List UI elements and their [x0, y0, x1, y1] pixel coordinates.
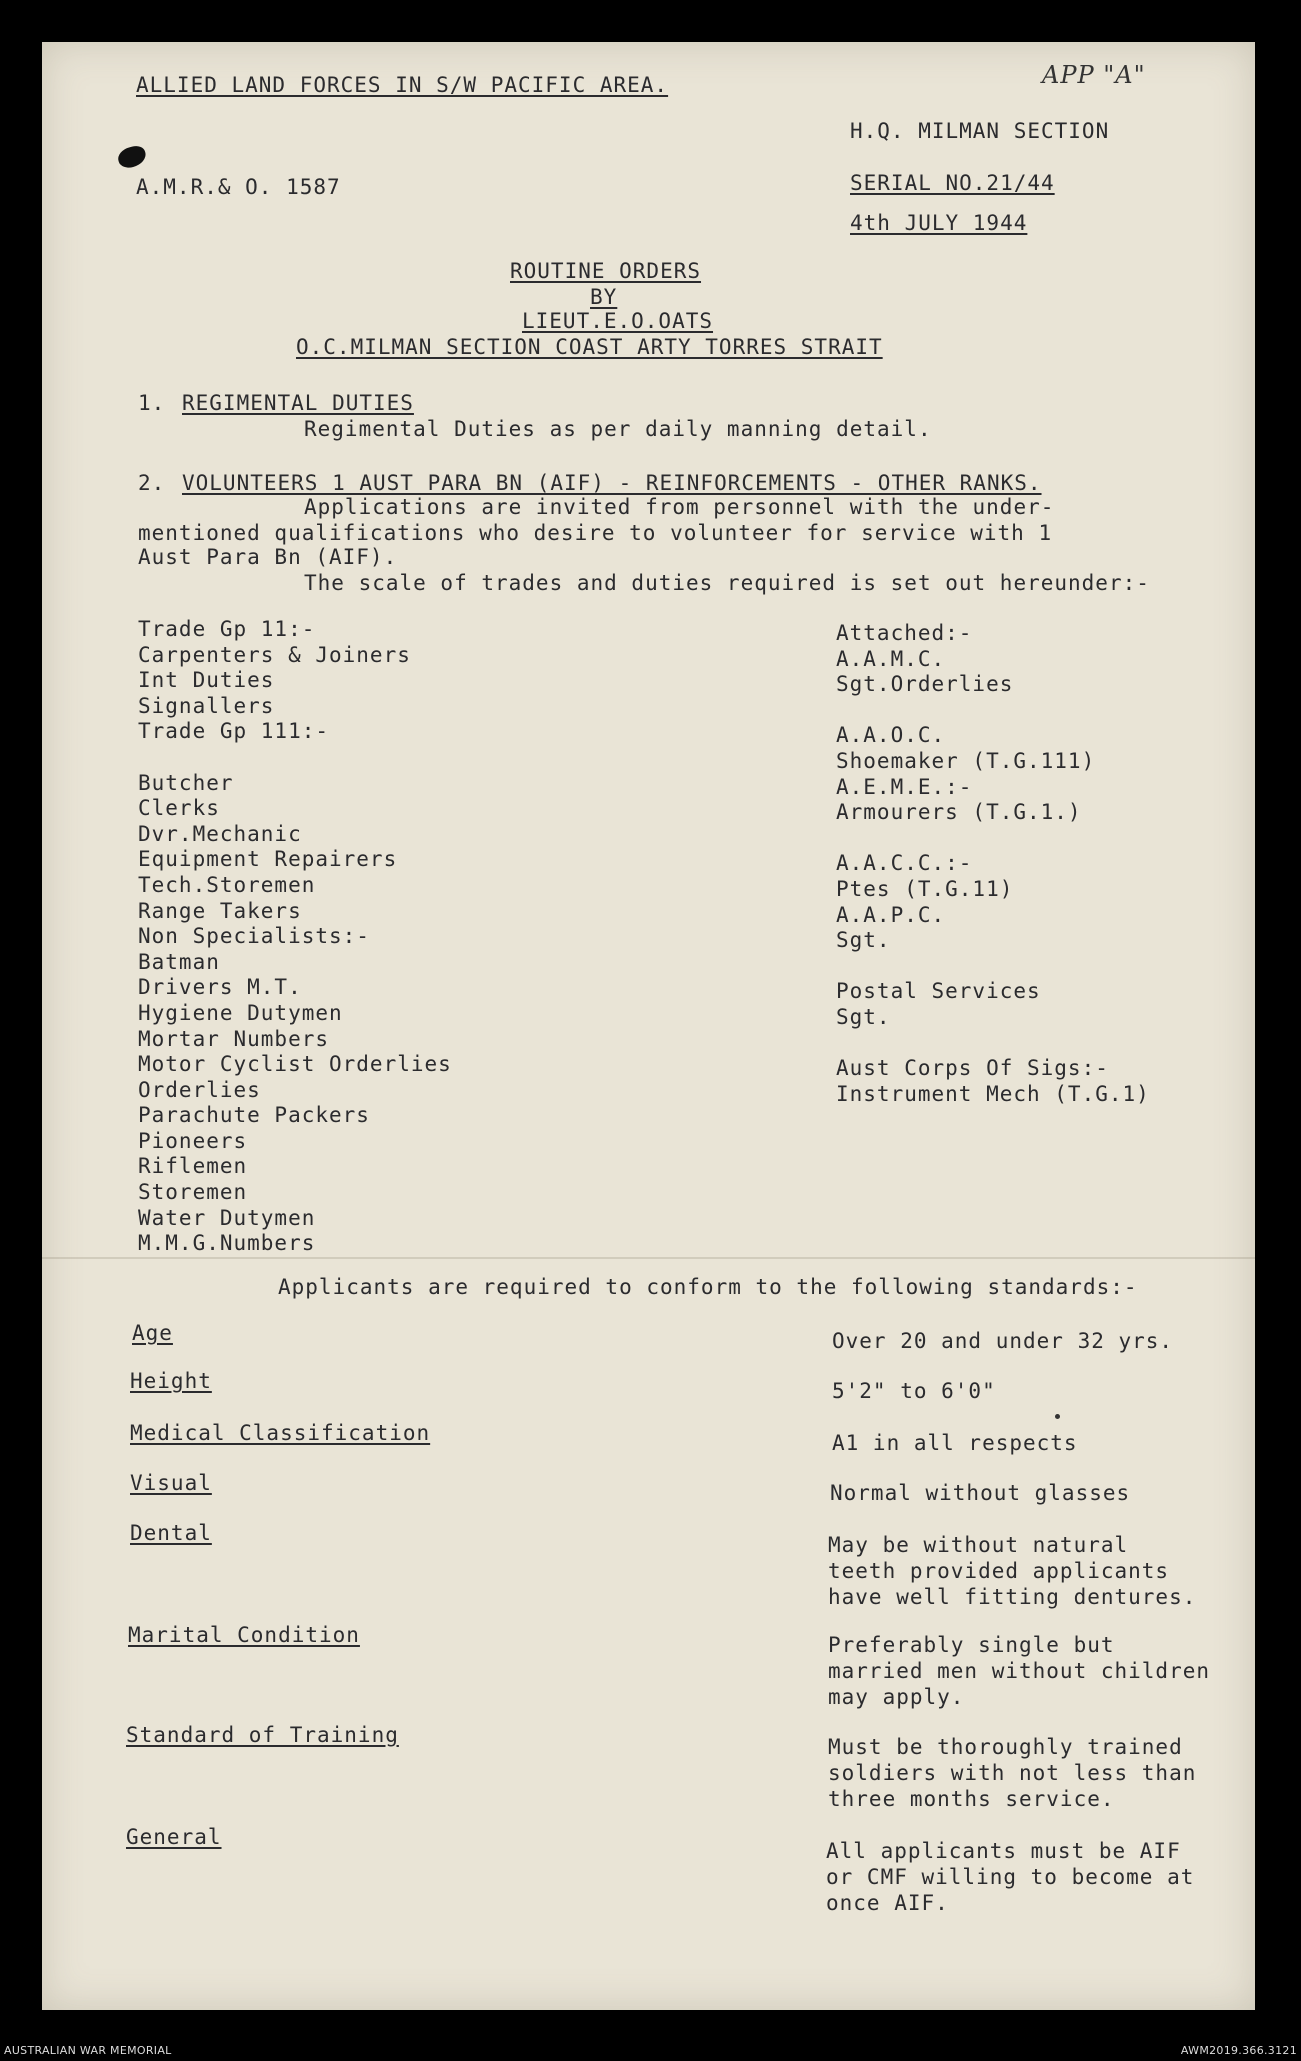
trade-item: Motor Cyclist Orderlies	[138, 1052, 452, 1077]
section1-body: Regimental Duties as per daily manning detail.	[304, 417, 932, 441]
standard-value-general-3: once AIF.	[826, 1891, 949, 1915]
attached-item: Shoemaker (T.G.111)	[836, 748, 1096, 773]
section2-number: 2.	[138, 471, 166, 495]
trade-item: Mortar Numbers	[138, 1026, 330, 1051]
title-line2: BY	[590, 285, 618, 309]
trade-item: Riflemen	[138, 1154, 248, 1179]
title-line3: LIEUT.E.O.OATS	[522, 309, 714, 333]
trade-item: Orderlies	[138, 1077, 261, 1102]
attached-item	[836, 1030, 1150, 1056]
standard-label-dental: Dental	[130, 1521, 212, 1545]
section1-heading: REGIMENTAL DUTIES	[182, 391, 414, 415]
section2-heading: VOLUNTEERS 1 AUST PARA BN (AIF) - REINFORCEMENTS - OTHER RANKS.	[182, 471, 1042, 495]
section1-number: 1.	[138, 391, 166, 415]
standard-value-age: Over 20 and under 32 yrs.	[832, 1329, 1174, 1353]
standard-label-visual: Visual	[130, 1471, 212, 1495]
standards-intro: Applicants are required to conform to the following standards:-	[278, 1275, 1138, 1299]
header-left-title: ALLIED LAND FORCES IN S/W PACIFIC AREA.	[136, 73, 669, 97]
standard-value-visual: Normal without glasses	[830, 1481, 1131, 1505]
standard-value-marital-1: Preferably single but	[828, 1633, 1115, 1657]
trade-item: Pioneers	[138, 1128, 248, 1153]
section2-para1-line1: Applications are invited from personnel with the under-	[304, 495, 1055, 519]
standard-value-medical: A1 in all respects	[832, 1431, 1078, 1455]
standard-value-training-1: Must be thoroughly trained	[828, 1735, 1183, 1759]
attached-item: Ptes (T.G.11)	[836, 876, 1014, 901]
standard-label-medical: Medical Classification	[130, 1421, 431, 1445]
trade-item	[138, 744, 452, 770]
attached-item: Postal Services	[836, 979, 1041, 1004]
trade-item: Trade Gp 11:-	[138, 617, 316, 641]
attached-item: A.A.C.C.:-	[836, 851, 973, 876]
title-line4: O.C.MILMAN SECTION COAST ARTY TORRES STRAIT	[296, 335, 883, 359]
footer-archive-name: AUSTRALIAN WAR MEMORIAL	[4, 2044, 172, 2057]
standard-label-general: General	[126, 1825, 222, 1849]
standard-value-training-3: three months service.	[828, 1787, 1115, 1811]
standard-value-marital-3: may apply.	[828, 1685, 965, 1709]
header-hq: H.Q. MILMAN SECTION	[850, 119, 1110, 143]
trade-item: Carpenters & Joiners	[138, 642, 411, 667]
appendix-annotation: APP "A"	[1042, 61, 1146, 89]
standard-label-training: Standard of Training	[126, 1723, 399, 1747]
standard-label-marital: Marital Condition	[128, 1623, 360, 1647]
standard-value-general-1: All applicants must be AIF	[826, 1839, 1181, 1863]
attached-item: Sgt.	[836, 1004, 891, 1029]
attached-item: Instrument Mech (T.G.1)	[836, 1081, 1150, 1106]
standard-value-dental-1: May be without natural	[828, 1533, 1129, 1557]
trade-item: Int Duties	[138, 668, 275, 693]
standard-value-dental-3: have well fitting dentures.	[828, 1585, 1197, 1609]
standard-value-dental-2: teeth provided applicants	[828, 1559, 1170, 1583]
section2-para1-line2: mentioned qualifications who desire to volunteer for service with 1	[138, 521, 1053, 545]
document-page	[42, 42, 1255, 2010]
trade-item: Clerks	[138, 796, 220, 821]
attached-item: A.A.O.C.	[836, 723, 946, 748]
standard-value-marital-2: married men without children	[828, 1659, 1211, 1683]
standard-value-general-2: or CMF willing to become at	[826, 1865, 1195, 1889]
fold-crease	[42, 1257, 1255, 1259]
ink-dot	[1055, 1414, 1060, 1419]
standard-value-training-2: soldiers with not less than	[828, 1761, 1197, 1785]
header-serial: SERIAL NO.21/44	[850, 171, 1055, 195]
trade-item: Tech.Storemen	[138, 872, 316, 897]
trade-item: Hygiene Dutymen	[138, 1000, 343, 1025]
trade-item: Butcher	[138, 770, 234, 795]
attached-item: A.A.M.C.	[836, 646, 946, 671]
attached-item: Aust Corps Of Sigs:-	[836, 1056, 1109, 1081]
attached-item	[836, 697, 1150, 723]
footer-archive-id: AWM2019.366.3121	[1180, 2044, 1297, 2057]
trade-item: Dvr.Mechanic	[138, 821, 302, 846]
trade-item: Water Dutymen	[138, 1205, 316, 1230]
trade-item: Trade Gp 111:-	[138, 719, 330, 744]
section2-para1-line3: Aust Para Bn (AIF).	[138, 545, 398, 569]
trade-item: Range Takers	[138, 898, 302, 923]
standard-label-age: Age	[132, 1321, 173, 1345]
attached-item: Sgt.Orderlies	[836, 672, 1014, 697]
attached-item: Sgt.	[836, 928, 891, 953]
standard-value-height: 5'2" to 6'0"	[832, 1379, 996, 1403]
header-date: 4th JULY 1944	[850, 211, 1028, 235]
attached-item: A.A.P.C.	[836, 902, 946, 927]
header-ref: A.M.R.& O. 1587	[136, 175, 341, 199]
trade-item: Non Specialists:-	[138, 924, 370, 949]
attached-item: Armourers (T.G.1.)	[836, 800, 1082, 825]
section2-para2: The scale of trades and duties required is set out hereunder:-	[304, 571, 1150, 595]
title-line1: ROUTINE ORDERS	[510, 259, 702, 283]
trades-left-column	[138, 616, 452, 1256]
trades-right-column	[836, 620, 1150, 1106]
trade-item: Storemen	[138, 1180, 248, 1205]
trade-item: Drivers M.T.	[138, 975, 302, 1000]
trade-item: M.M.G.Numbers	[138, 1231, 316, 1256]
attached-item	[836, 953, 1150, 979]
attached-item	[836, 825, 1150, 851]
trade-item: Parachute Packers	[138, 1103, 370, 1128]
trade-item: Batman	[138, 949, 220, 974]
ink-blot	[116, 144, 148, 171]
attached-item: A.E.M.E.:-	[836, 774, 973, 799]
trade-item: Equipment Repairers	[138, 847, 398, 872]
attached-item: Attached:-	[836, 621, 973, 645]
standard-label-height: Height	[130, 1369, 212, 1393]
trade-item: Signallers	[138, 693, 275, 718]
